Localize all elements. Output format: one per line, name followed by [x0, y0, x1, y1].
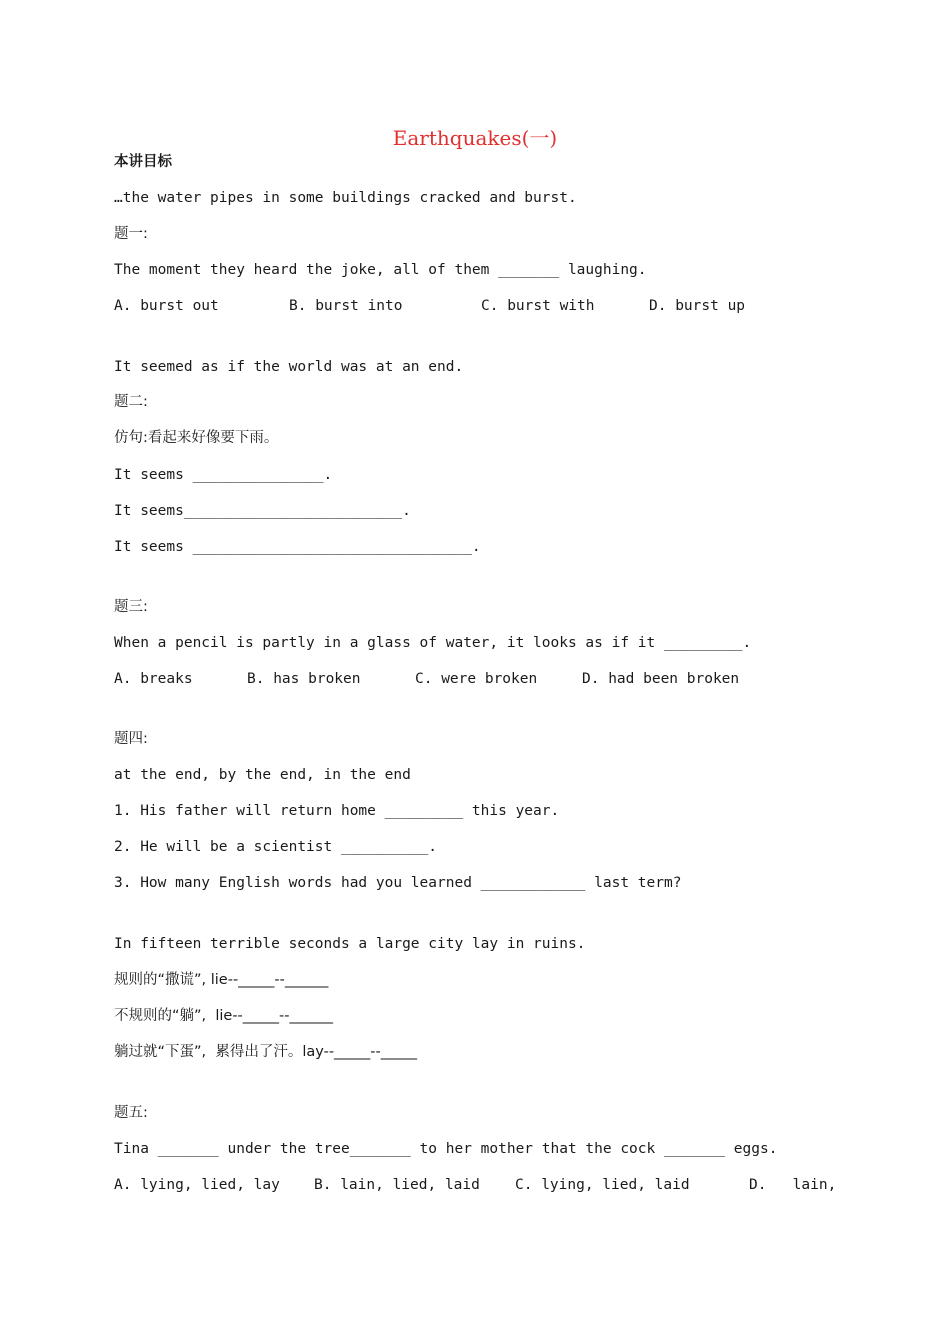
- question-3-text: When a pencil is partly in a glass of water, it looks as if it _________.: [114, 635, 752, 651]
- section-header: 本讲目标: [114, 154, 172, 170]
- question-5-text: Tina _______ under the tree_______ to her mother that the cock _______ eggs.: [114, 1141, 778, 1157]
- question-1-text: The moment they heard the joke, all of them _______ laughing.: [114, 262, 647, 278]
- question-3-label: 题三:: [114, 599, 148, 615]
- intro-sentence-3: In fifteen terrible seconds a large city lay in ruins.: [114, 936, 586, 952]
- page-title: Earthquakes(一): [392, 126, 558, 150]
- question-1-label: 题一:: [114, 226, 148, 242]
- question-2-line-1: It seems _______________.: [114, 467, 333, 483]
- intro-sentence-1: …the water pipes in some buildings cracked and burst.: [114, 190, 577, 206]
- question-3-option-d: D. had been broken: [582, 671, 740, 687]
- question-1-option-b: B. burst into: [289, 298, 403, 314]
- question-1-option-c: C. burst with: [481, 298, 595, 314]
- question-5-option-b: B. lain, lied, laid: [314, 1177, 480, 1193]
- question-4-item-2: 2. He will be a scientist __________.: [114, 839, 438, 855]
- question-2-prompt: 仿句:看起来好像要下雨。: [114, 430, 279, 446]
- question-4-item-1: 1. His father will return home _________ this year.: [114, 803, 560, 819]
- question-5-option-c: C. lying, lied, laid: [515, 1177, 690, 1193]
- question-3-option-b: B. has broken: [247, 671, 361, 687]
- lie-regular-line: 规则的“撒谎”, lie--_____--______: [114, 972, 329, 988]
- question-5-option-a: A. lying, lied, lay: [114, 1177, 280, 1193]
- lay-line: 躺过就“下蛋”, 累得出了汗。lay--_____--_____: [114, 1044, 418, 1060]
- question-3-option-a: A. breaks: [114, 671, 193, 687]
- question-4-item-3: 3. How many English words had you learned ____________ last term?: [114, 875, 682, 891]
- question-5-option-d: D. lain,: [749, 1177, 837, 1193]
- question-2-label: 题二:: [114, 394, 148, 410]
- question-3-option-c: C. were broken: [415, 671, 538, 687]
- question-4-label: 题四:: [114, 731, 148, 747]
- question-4-word-bank: at the end, by the end, in the end: [114, 767, 411, 783]
- lie-irregular-line: 不规则的“躺”, lie--_____--______: [114, 1008, 334, 1024]
- intro-sentence-2: It seemed as if the world was at an end.: [114, 359, 464, 375]
- question-1-option-d: D. burst up: [649, 298, 746, 314]
- question-5-label: 题五:: [114, 1105, 148, 1121]
- question-2-line-3: It seems ________________________________.: [114, 539, 481, 555]
- question-1-option-a: A. burst out: [114, 298, 219, 314]
- question-2-line-2: It seems_________________________.: [114, 503, 411, 519]
